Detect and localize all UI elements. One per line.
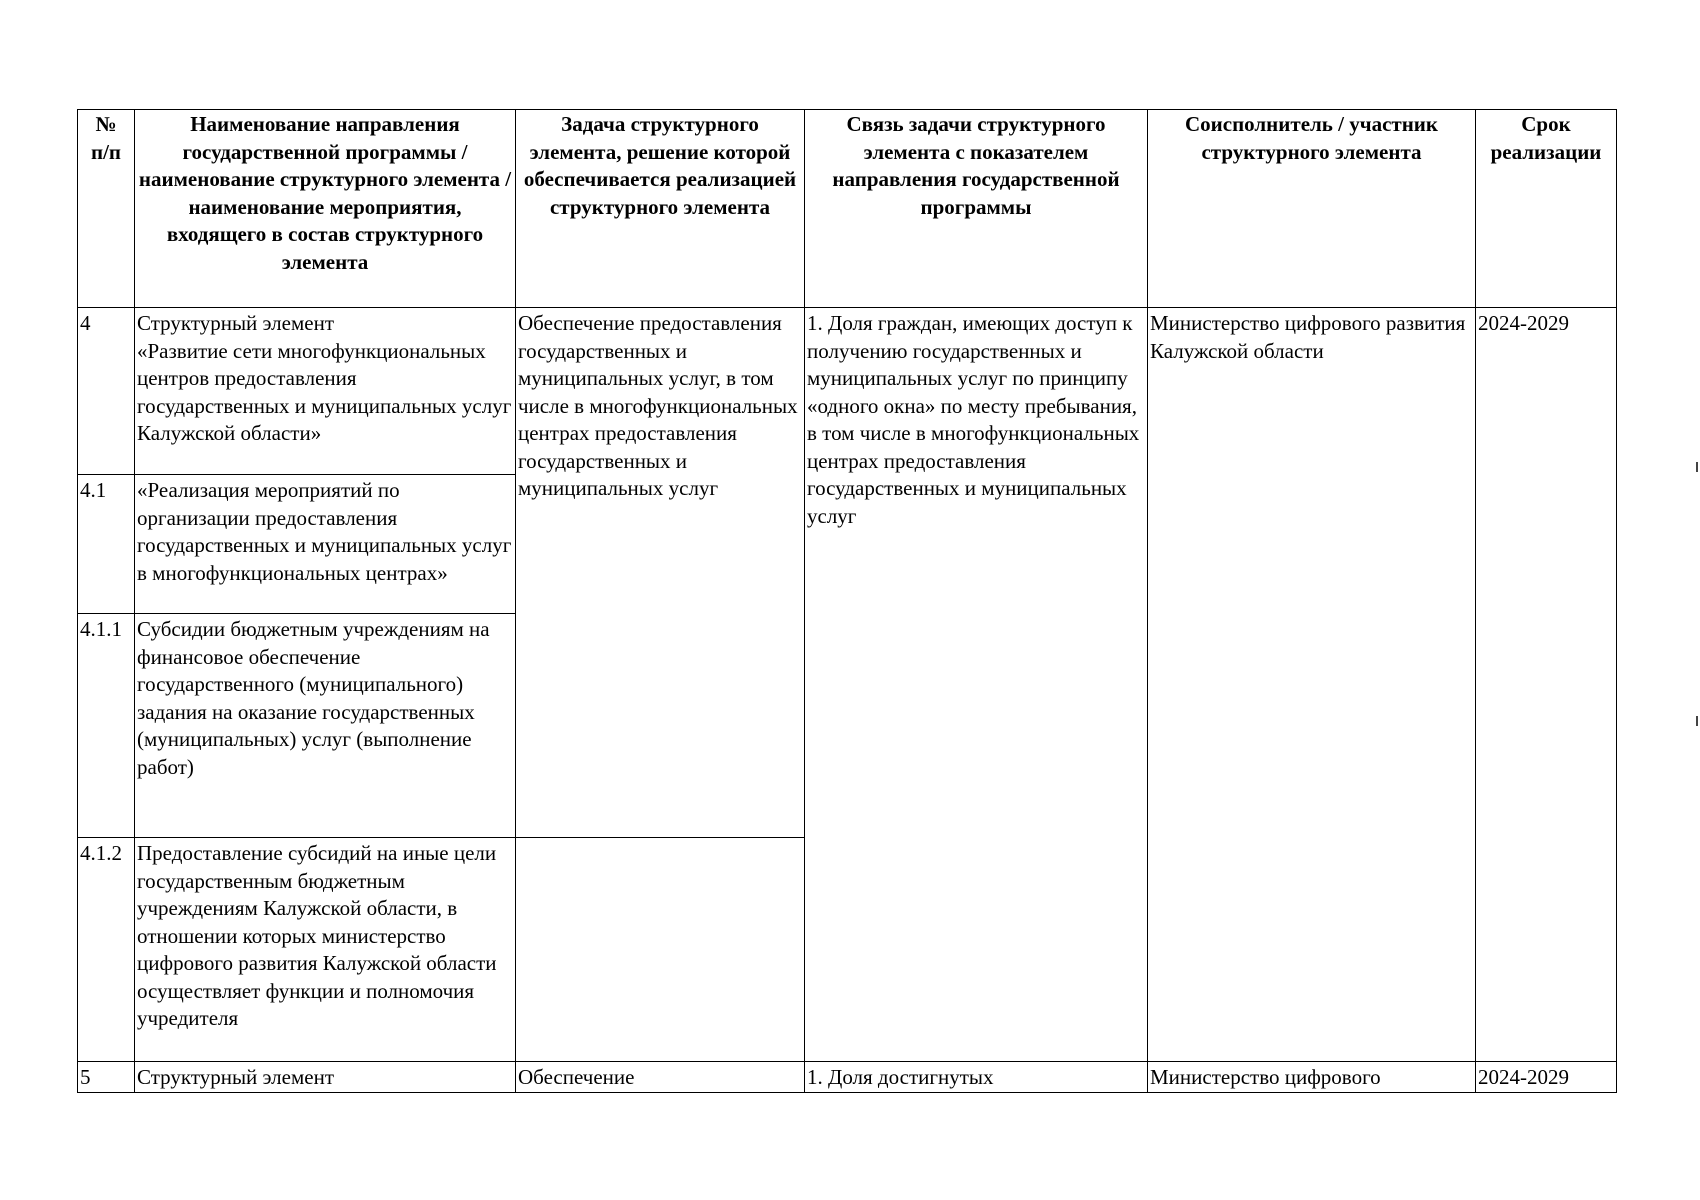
row-4-link: 1. Доля граждан, имеющих доступ к получению государственных и муниципальных услуг по принципу «одного окна» по месту пребывания, в том числе в многофункциональных центрах предоставления государственных и муниципальных услуг	[805, 308, 1148, 1062]
row-5-executor: Министерство цифрового	[1148, 1062, 1476, 1093]
row-4-1-1-name: Субсидии бюджетным учреждениям на финансовое обеспечение государственного (муниципального) задания на оказание государственных (муниципальных) услуг (выполнение работ)	[135, 614, 516, 838]
row-5-task: Обеспечение	[516, 1062, 805, 1093]
row-5-link: 1. Доля достигнутых	[805, 1062, 1148, 1093]
row-4-1-2-name: Предоставление субсидий на иные цели государственным бюджетным учреждениям Калужской области, в отношении которых министерство цифрового развития Калужской области осуществляет функции и полномочия учредителя	[135, 838, 516, 1062]
header-row	[78, 110, 1617, 308]
row-5-term: 2024-2029	[1476, 1062, 1617, 1093]
header-name: Наименование направления государственной программы / наименование структурного элемента / наименование мероприятия, входящего в состав структурного элемента	[135, 110, 516, 308]
table-row	[78, 308, 1617, 475]
header-executor: Соисполнитель / участник структурного элемента	[1148, 110, 1476, 308]
header-task: Задача структурного элемента, решение которой обеспечивается реализацией структурного элемента	[516, 110, 805, 308]
header-link: Связь задачи структурного элемента с показателем направления государственной программы	[805, 110, 1148, 308]
program-structure-table	[77, 109, 1617, 1093]
row-4-1-2-task	[516, 838, 805, 1062]
row-4-executor: Министерство цифрового развития Калужской области	[1148, 308, 1476, 1062]
row-4-task: Обеспечение предоставления государственных и муниципальных услуг, в том числе в многофункциональных центрах предоставления государственных и муниципальных услуг	[516, 308, 805, 838]
header-num: № п/п	[78, 110, 135, 308]
row-4-1-2-num: 4.1.2	[78, 838, 135, 1062]
row-4-1-num: 4.1	[78, 475, 135, 614]
row-4-1-1-num: 4.1.1	[78, 614, 135, 838]
scan-edge-mark	[1696, 462, 1698, 472]
row-4-term: 2024-2029	[1476, 308, 1617, 1062]
row-5-name: Структурный элемент	[135, 1062, 516, 1093]
row-4-name: Структурный элемент «Развитие сети многофункциональных центров предоставления государственных и муниципальных услуг Калужской области»	[135, 308, 516, 475]
header-term: Срок реализации	[1476, 110, 1617, 308]
row-4-num: 4	[78, 308, 135, 475]
scan-edge-mark	[1696, 716, 1698, 726]
row-4-1-name: «Реализация мероприятий по организации предоставления государственных и муниципальных услуг в многофункциональных центрах»	[135, 475, 516, 614]
table-row	[78, 1062, 1617, 1093]
row-5-num: 5	[78, 1062, 135, 1093]
